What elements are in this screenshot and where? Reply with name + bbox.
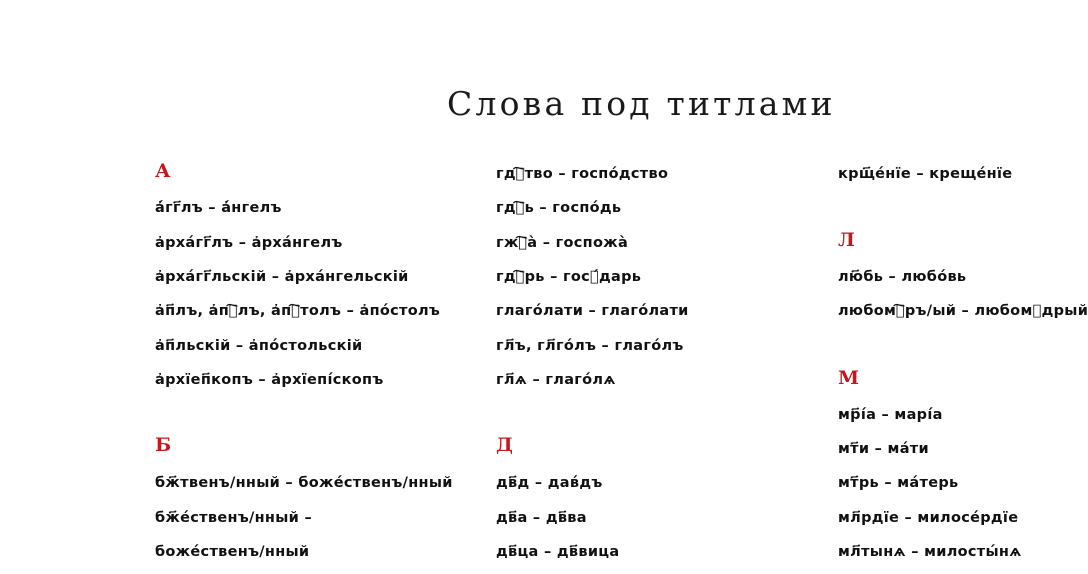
word-entry: гдⷭ҇ь – госпо́дь (496, 200, 622, 216)
word-entry: мт҃рь – ма́терь (838, 475, 959, 491)
letter-header-m: М (838, 367, 860, 389)
word-entry: дв҃ца – дв҃вица (496, 544, 620, 560)
letter-header-l: Л (838, 229, 855, 251)
word-entry: а҆рха́гг҃лъ – а҆рха́нгелъ (155, 235, 343, 251)
word-entry: бж҃е́ственъ/нный – (155, 510, 313, 526)
word-entry: гл҃ъ, гл҃го́лъ – глаго́лъ (496, 338, 684, 354)
word-entry: а҆рхїеп҃копъ – а҆рхїепі́скопъ (155, 372, 384, 388)
letter-header-d: Д (496, 434, 513, 456)
word-entry: гл҃ѧ – глаго́лѧ (496, 372, 616, 388)
letter-header-b: Б (155, 434, 172, 456)
word-entry: гдⷭ҇тво – госпо́дство (496, 166, 669, 182)
word-entry: гжⷭ҇а̀ – госпожа̀ (496, 235, 629, 251)
word-entry: мл҃тынѧ – милосты́нѧ (838, 544, 1022, 560)
word-entry: бж҃твенъ/нный – боже́ственъ/нный (155, 475, 453, 491)
page-title: Слова под титлами (447, 84, 836, 123)
word-entry: гдⷭ҇рь – госꙋ́дарь (496, 269, 642, 285)
word-entry: дв҃д – дав́дъ (496, 475, 603, 491)
word-entry: глаго́лати – глаго́лати (496, 303, 689, 319)
word-entry: а҆п҃лъ, а҆пⷭ҇лъ, а҆пⷭ҇толъ – а҆по́столъ (155, 303, 441, 319)
letter-header-a: А (155, 160, 171, 182)
word-entry: любомⷭ҇ръ/ый – любомꙋдрый (838, 303, 1088, 319)
word-entry: мт҃и – ма́ти (838, 441, 929, 457)
word-entry: дв҃а – дв҃ва (496, 510, 587, 526)
word-entry: а҆п҃льскій – а҆по́стольскій (155, 338, 363, 354)
word-entry: боже́ственъ/нный (155, 544, 310, 560)
word-entry: крщ҃е́нїе – креще́нїе (838, 166, 1013, 182)
word-entry: мл҃рдїе – милосе́рдїе (838, 510, 1019, 526)
word-entry: лю҃бь – любо́вь (838, 269, 967, 285)
word-entry: а҆́гг҃лъ – а҆́нгелъ (155, 200, 282, 216)
word-entry: мр҃і́а – марі́а (838, 407, 943, 423)
word-entry: а҆рха́гг҃льскій – а҆рха́нгельскій (155, 269, 409, 285)
